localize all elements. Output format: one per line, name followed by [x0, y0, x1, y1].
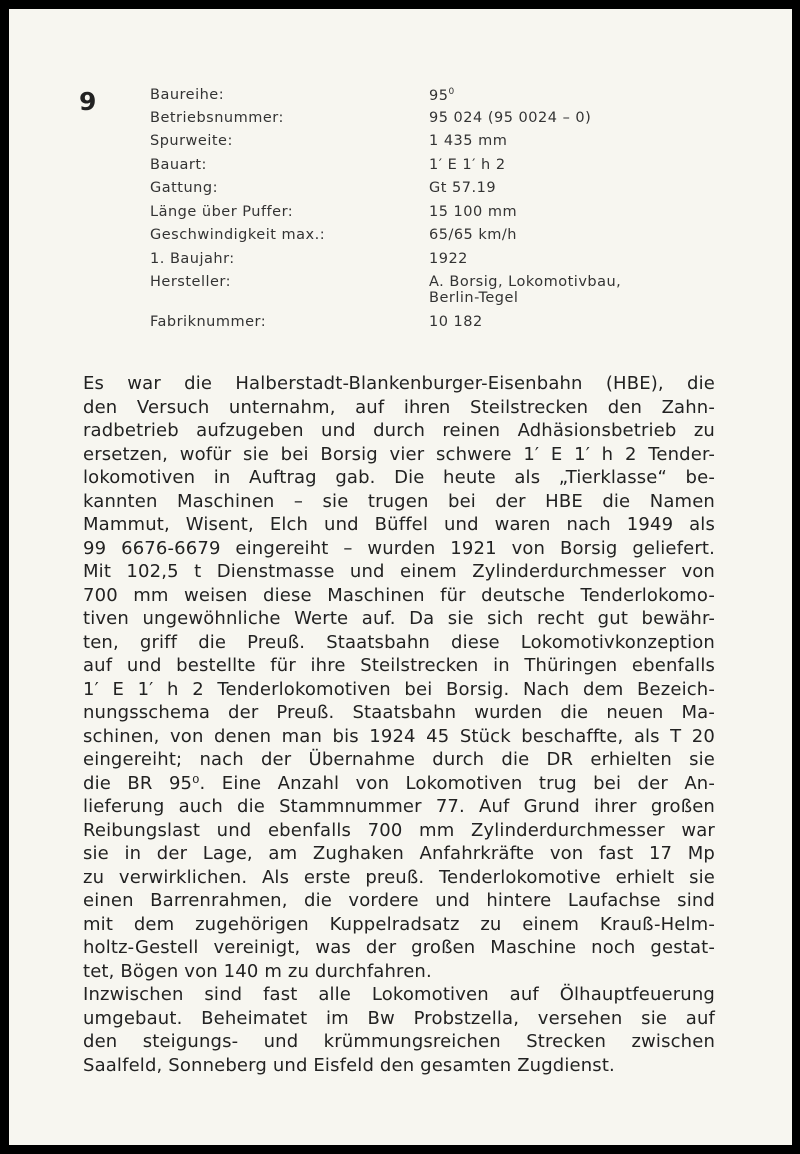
text-line: 99 6676-6679 eingereiht – wurden 1921 von Borsig geliefert. [83, 537, 715, 559]
text-line: 1′ E 1′ h 2 Tenderlokomotiven bei Borsig. Nach dem Bezeich- [83, 678, 715, 700]
spec-value: 1 435 mm [429, 133, 508, 149]
text-line: umgebaut. Beheimatet im Bw Probstzella, versehen sie auf [83, 1007, 715, 1029]
spec-row-bauart [150, 157, 770, 180]
spec-row-spurweite [150, 133, 770, 157]
text-line: 700 mm weisen diese Maschinen für deutsche Tenderlokomo- [83, 584, 715, 606]
info-card [9, 9, 792, 1145]
text-line: radbetrieb aufzugeben und durch reinen Adhäsionsbetrieb zu [83, 420, 715, 441]
spec-value-superscript: 0 [448, 87, 455, 97]
description-text [83, 372, 715, 1077]
spec-row-hersteller [150, 274, 770, 314]
text-line: mit dem zugehörigen Kuppelradsatz zu einem Krauß-Helm- [83, 913, 715, 935]
text-line: eingereiht; nach der Übernahme durch die DR erhielten sie [83, 749, 715, 770]
spec-label: Länge über Puffer: [150, 204, 294, 220]
spec-value: 65/65 km/h [429, 227, 517, 243]
spec-label: Betriebsnummer: [150, 110, 284, 126]
spec-value: Gt 57.19 [429, 180, 497, 196]
text-line: nungsschema der Preuß. Staatsbahn wurden die neuen Ma- [83, 702, 715, 723]
text-line: holtz-Gestell vereinigt, was der großen Maschine noch gestat- [83, 937, 715, 958]
text-line: tet, Bögen von 140 m zu durchfahren. [83, 960, 432, 982]
text-line: sie in der Lage, am Zughaken Anfahrkräfte von fast 17 Mp [83, 843, 715, 864]
spec-value: 10 182 [429, 314, 483, 330]
spec-value [429, 87, 770, 110]
spec-value: 1922 [429, 251, 468, 267]
text-line: zu verwirklichen. Als erste preuß. Tenderlokomotive erhielt sie [83, 866, 715, 888]
spec-row-fabriknummer [150, 314, 770, 336]
text-line: ten, griff die Preuß. Staatsbahn diese Lokomotivkonzeption [83, 631, 715, 653]
spec-label: Hersteller: [150, 274, 232, 290]
spec-row-baujahr [150, 251, 770, 274]
spec-value: A. Borsig, Lokomotivbau, Berlin-Tegel [429, 274, 622, 306]
spec-label: 1. Baujahr: [150, 251, 235, 267]
text-line: die BR 95⁰. Eine Anzahl von Lokomotiven trug bei der An- [83, 772, 715, 794]
text-line: lieferung auch die Stammnummer 77. Auf Grund ihrer großen [83, 796, 715, 817]
text-line: Es war die Halberstadt-Blankenburger-Eisenbahn (HBE), die [83, 373, 715, 394]
text-line: den Versuch unternahm, auf ihren Steilstrecken den Zahn- [83, 396, 715, 418]
text-line: Saalfeld, Sonneberg und Eisfeld den gesamten Zugdienst. [83, 1054, 615, 1076]
text-line: kannten Maschinen – sie trugen bei der HBE die Namen [83, 490, 715, 512]
text-line: Mammut, Wisent, Elch und Büffel und waren nach 1949 als [83, 514, 715, 535]
spec-row-baureihe [150, 87, 770, 110]
spec-value-main: 95 [429, 87, 449, 104]
spec-label: Gattung: [150, 180, 218, 196]
text-line: einen Barrenrahmen, die vordere und hintere Laufachse sind [83, 890, 715, 911]
spec-label: Spurweite: [150, 133, 233, 149]
spec-label: Bauart: [150, 157, 207, 173]
spec-row-betriebsnummer [150, 110, 770, 133]
text-line: auf und bestellte für ihre Steilstrecken in Thüringen ebenfalls [83, 655, 715, 676]
specs-table [150, 87, 770, 336]
text-line: lokomotiven in Auftrag gab. Die heute als „Tierklasse“ be- [83, 467, 715, 488]
text-line: Inzwischen sind fast alle Lokomotiven auf Ölhauptfeuerung [83, 984, 715, 1005]
text-line: schinen, von denen man bis 1924 45 Stück beschaffte, als T 20 [83, 725, 715, 747]
spec-value: 95 024 (95 0024 – 0) [429, 110, 592, 126]
spec-value: 15 100 mm [429, 204, 518, 220]
text-line: Mit 102,5 t Dienstmasse und einem Zylinderdurchmesser von [83, 561, 715, 582]
text-line: den steigungs- und krümmungsreichen Strecken zwischen [83, 1031, 715, 1052]
spec-label: Fabriknummer: [150, 314, 267, 330]
spec-value: 1′ E 1′ h 2 [429, 157, 506, 173]
card-number: 9 [79, 87, 97, 116]
text-line: ersetzen, wofür sie bei Borsig vier schwere 1′ E 1′ h 2 Tender- [83, 443, 715, 465]
spec-row-gattung [150, 180, 770, 204]
spec-row-laenge [150, 204, 770, 227]
text-line: tiven ungewöhnliche Werte auf. Da sie sich recht gut bewähr- [83, 608, 715, 629]
text-line: Reibungslast und ebenfalls 700 mm Zylinderdurchmesser war [83, 819, 715, 841]
spec-label: Baureihe: [150, 87, 225, 103]
spec-label: Geschwindigkeit max.: [150, 227, 326, 243]
spec-row-geschwindigkeit [150, 227, 770, 251]
